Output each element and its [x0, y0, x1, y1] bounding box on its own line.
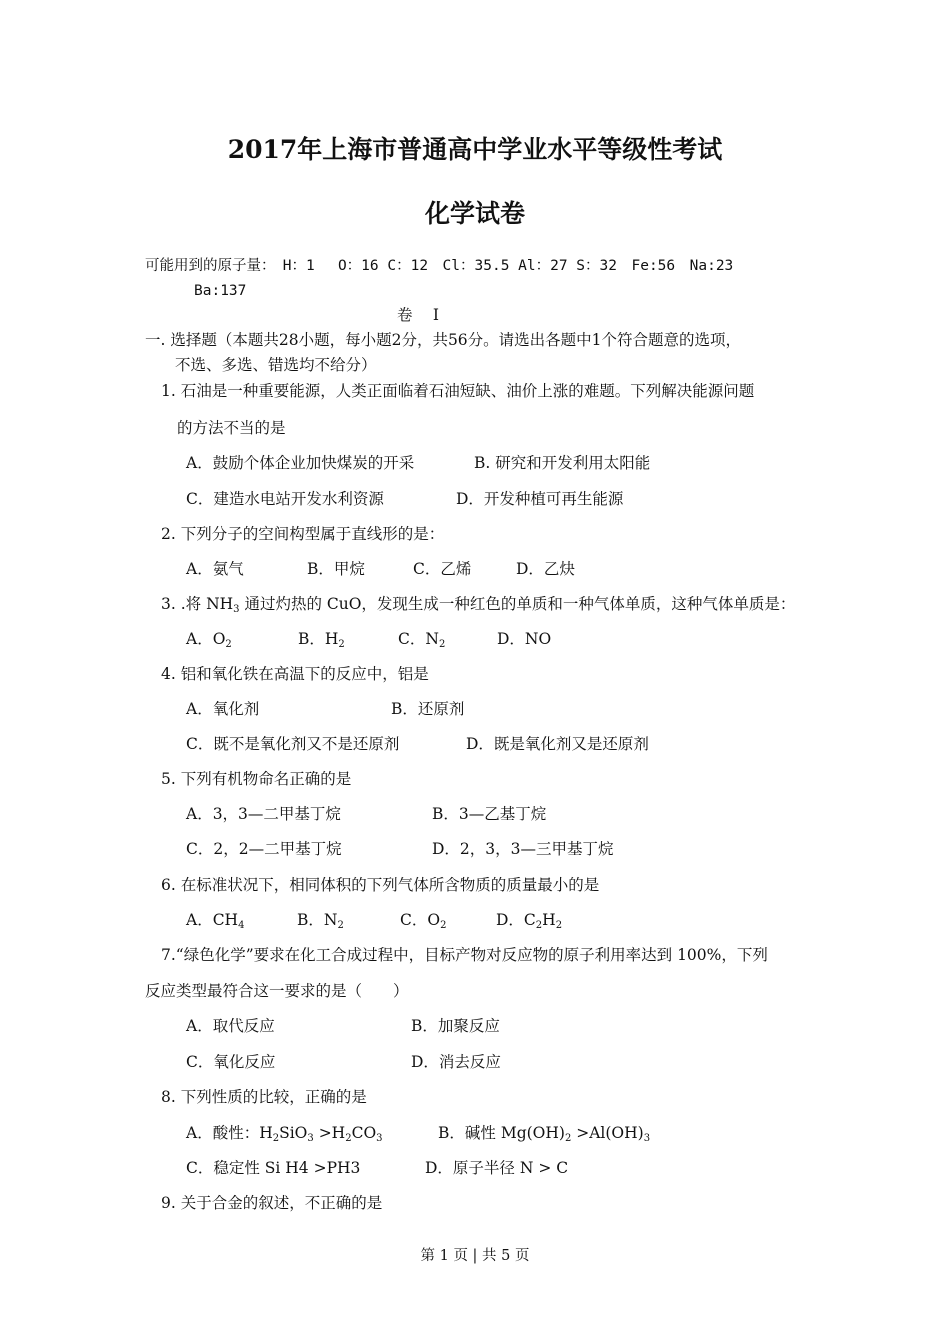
q4-stem: 4. 铝和氧化铁在高温下的反应中，铝是 [161, 665, 429, 683]
q1-stem-line2: 的方法不当的是 [177, 419, 286, 437]
q6-option-b: B．N2 [297, 911, 344, 931]
q4-option-b: B．还原剂 [391, 700, 465, 718]
q3-stem: 3. .将 NH3 通过灼热的 CuO，发现生成一种红色的单质和一种气体单质，这种气体单质是： [161, 595, 796, 615]
q2-option-d: D．乙炔 [516, 560, 575, 578]
q7-stem-line2: 反应类型最符合这一要求的是（ ） [145, 982, 409, 1000]
volume-label: 卷 Ⅰ [397, 306, 440, 324]
q7-stem-line1: 7.“绿色化学”要求在化工合成过程中，目标产物对反应物的原子利用率达到 100%，下列 [161, 946, 768, 964]
q8-option-d: D．原子半径 N > C [425, 1159, 569, 1177]
q6-option-a: A．CH4 [186, 911, 245, 931]
q1-option-a: A．鼓励个体企业加快煤炭的开采 [186, 454, 415, 472]
q8-option-a: A．酸性：H2SiO3 >H2CO3 [186, 1124, 383, 1144]
exam-title: 2017年上海市普通高中学业水平等级性考试 [227, 135, 723, 164]
q8-stem: 8. 下列性质的比较，正确的是 [161, 1088, 367, 1106]
q3-option-b: B．H2 [298, 630, 345, 650]
exam-subtitle: 化学试卷 [424, 199, 525, 228]
q7-option-a: A．取代反应 [186, 1017, 275, 1035]
q4-option-d: D．既是氧化剂又是还原剂 [466, 735, 649, 753]
q3-option-a: A．O2 [186, 630, 232, 650]
q2-option-c: C．乙烯 [413, 560, 472, 578]
section-heading-line2: 不选、多选、错选均不给分） [175, 356, 377, 374]
q7-option-b: B．加聚反应 [411, 1017, 500, 1035]
q3-option-c: C．N2 [398, 630, 446, 650]
section-heading-line1: 一. 选择题（本题共28小题，每小题2分，共56分。请选出各题中1个符合题意的选项， [145, 331, 742, 349]
q3-option-d: D．NO [497, 630, 552, 648]
q5-option-a: A．3，3—二甲基丁烷 [186, 805, 341, 823]
q1-stem-line1: 1. 石油是一种重要能源，人类正面临着石油短缺、油价上涨的难题。下列解决能源问题 [161, 382, 755, 400]
q2-stem: 2. 下列分子的空间构型属于直线形的是： [161, 525, 445, 543]
q2-option-b: B．甲烷 [307, 560, 365, 578]
atomic-masses-line1: 可能用到的原子量： H：1 O：16 C：12 Cl：35.5 Al：27 S：32 Fe:56 Na:23 [145, 258, 734, 274]
q1-option-b: B. 研究和开发利用太阳能 [474, 454, 651, 472]
q6-stem: 6. 在标准状况下，相同体积的下列气体所含物质的质量最小的是 [161, 876, 600, 894]
q2-option-a: A．氨气 [186, 560, 244, 578]
page-footer: 第 1 页 | 共 5 页 [420, 1248, 530, 1264]
q5-option-d: D．2，3，3—三甲基丁烷 [432, 840, 614, 858]
atomic-masses-line2: Ba:137 [194, 283, 247, 299]
q5-option-c: C．2，2—二甲基丁烷 [186, 840, 342, 858]
q1-option-d: D．开发种植可再生能源 [456, 490, 624, 508]
q8-option-c: C．稳定性 Si H4 >PH3 [186, 1159, 361, 1177]
q5-option-b: B．3—乙基丁烷 [432, 805, 547, 823]
q9-stem: 9. 关于合金的叙述，不正确的是 [161, 1194, 383, 1212]
q7-option-c: C．氧化反应 [186, 1053, 276, 1071]
q4-option-c: C．既不是氧化剂又不是还原剂 [186, 735, 400, 753]
q7-option-d: D．消去反应 [411, 1053, 501, 1071]
q4-option-a: A．氧化剂 [186, 700, 260, 718]
q8-option-b: B．碱性 Mg(OH)2 >Al(OH)3 [438, 1124, 651, 1144]
q5-stem: 5. 下列有机物命名正确的是 [161, 770, 352, 788]
q6-option-d: D．C2H2 [496, 911, 563, 931]
q1-option-c: C．建造水电站开发水利资源 [186, 490, 384, 508]
q6-option-c: C．O2 [400, 911, 447, 931]
